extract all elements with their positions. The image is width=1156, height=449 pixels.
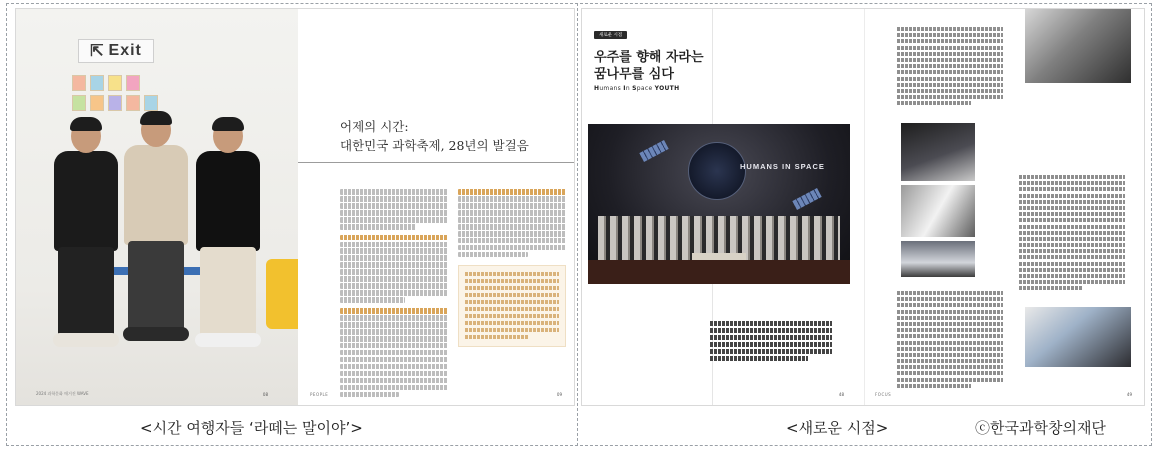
- logo-part: S: [632, 85, 637, 92]
- body-column-right: [458, 189, 566, 259]
- section-badge: 새로운 시점: [594, 31, 627, 39]
- logo-part: pace: [636, 85, 655, 92]
- magazine-spread-right: [581, 8, 1145, 406]
- page-number: 49: [1126, 392, 1132, 397]
- logo-part: I: [623, 85, 626, 92]
- logo-part: H: [594, 85, 600, 92]
- poster: [72, 75, 86, 91]
- portrait-photo: [16, 9, 298, 406]
- headline-rule: [298, 162, 575, 163]
- person-right: [188, 119, 268, 359]
- body-text-bottom: [897, 291, 1003, 390]
- folio: 2024 과학문화 매거진 WAVE: [36, 391, 89, 396]
- logo-part: umans: [599, 85, 624, 92]
- photo: [901, 241, 975, 277]
- person-left: [46, 119, 126, 359]
- planet-screen: [688, 142, 746, 200]
- page-number: 08: [262, 392, 268, 397]
- poster: [126, 95, 140, 111]
- satellite-icon: [792, 188, 821, 210]
- poster: [144, 95, 158, 111]
- body-text-top: [897, 27, 1003, 107]
- section-label: FOCUS: [875, 392, 892, 397]
- center-divider: [577, 3, 578, 446]
- headline-line-1: 어제의 시간:: [340, 119, 409, 134]
- page-number: 48: [838, 392, 844, 397]
- photo-caption: [710, 321, 832, 363]
- person-middle: [116, 113, 196, 353]
- poster: [108, 75, 122, 91]
- event-photo: [588, 124, 850, 284]
- article-headline: [340, 117, 560, 155]
- section-label: PEOPLE: [310, 392, 329, 397]
- photo: [1025, 9, 1131, 83]
- logo-part: YOUTH: [654, 85, 680, 92]
- feature-title-line-1: 우주를 향해 자라는: [594, 50, 704, 65]
- program-logo: [594, 85, 679, 92]
- photo: [1025, 307, 1131, 367]
- caption-right: <새로운 시점>: [786, 419, 889, 437]
- satellite-icon: [639, 140, 668, 162]
- exit-sign: [78, 39, 154, 63]
- body-column-left: [340, 189, 448, 399]
- page-number: 09: [556, 392, 562, 397]
- yellow-object: [266, 259, 298, 329]
- magazine-spread-left: [15, 8, 575, 406]
- exit-sign-text: Exit: [108, 42, 142, 59]
- feature-page-right: [864, 9, 1145, 406]
- caption-left: <시간 여행자들 ‘라떼는 말이야’>: [140, 419, 363, 437]
- photo: [901, 123, 975, 181]
- poster: [90, 95, 104, 111]
- feature-title: [594, 49, 714, 83]
- feature-page-left: [582, 9, 864, 406]
- body-text-right: [1019, 175, 1125, 293]
- poster: [90, 75, 104, 91]
- feature-title-line-2: 꿈나무를 심다: [594, 67, 674, 82]
- exit-arrow-icon: ⇱: [90, 43, 105, 60]
- poster: [108, 95, 122, 111]
- stage: [588, 260, 850, 284]
- poster: [126, 75, 140, 91]
- poster: [72, 95, 86, 111]
- headline-line-2: 대한민국 과학축제, 28년의 발걸음: [340, 138, 529, 153]
- copyright-credit: ⓒ한국과학창의재단: [975, 419, 1106, 437]
- article-text-page: [298, 9, 575, 406]
- logo-part: n: [625, 85, 633, 92]
- quote-box: [458, 265, 566, 347]
- screen-text: HUMANS IN SPACE: [740, 162, 825, 171]
- photo: [901, 185, 975, 237]
